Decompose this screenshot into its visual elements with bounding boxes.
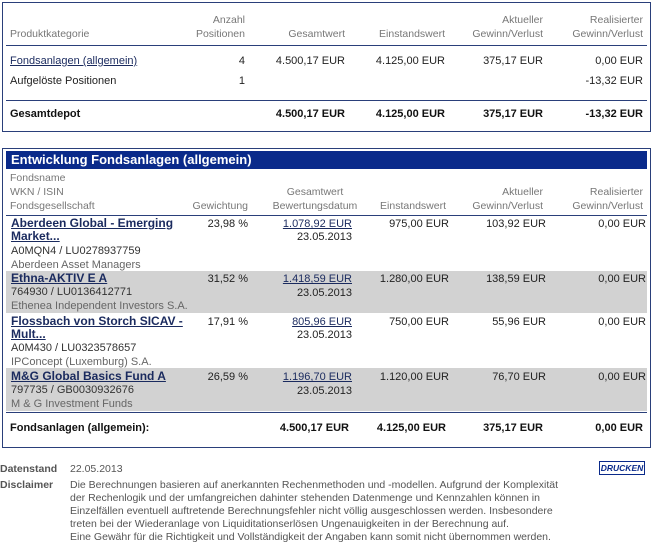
detail-panel: [2, 148, 651, 448]
fund-row: [6, 313, 647, 368]
fund-realisiert: 0,00 EUR: [598, 218, 646, 230]
fund-ids: A0MQN4 / LU0278937759: [11, 245, 141, 257]
detail-total-label: Fondsanlagen (allgemein):: [10, 422, 150, 434]
header-gesamtwert: Gesamtwert: [288, 28, 345, 40]
fund-name-link[interactable]: Ethna-AKTIV E A: [11, 271, 108, 285]
fund-einstandswert: 1.280,00 EUR: [379, 273, 449, 285]
summary-row-fondsanlagen-aktueller: 375,17 EUR: [483, 55, 543, 67]
detail-title: Entwicklung Fondsanlagen (allgemein): [6, 151, 647, 169]
summary-total-realisiert: -13,32 EUR: [585, 108, 643, 120]
fund-gewichtung: 31,52 %: [207, 273, 248, 285]
header-anzahl: Anzahl Positionen: [195, 14, 245, 40]
fund-ids: A0M430 / LU0323578657: [11, 342, 137, 354]
fund-name-link-cont[interactable]: Mult...: [11, 327, 46, 341]
header-detail-realisiert: Realisierter Gewinn/Verlust: [572, 186, 643, 212]
fund-gewichtung: 23,98 %: [207, 218, 248, 230]
summary-panel: [2, 2, 651, 132]
summary-row-aufgeloeste-anzahl: 1: [238, 75, 245, 87]
fund-realisiert: 0,00 EUR: [598, 371, 646, 383]
detail-total-gesamtwert: 4.500,17 EUR: [279, 422, 349, 434]
fund-row: [6, 216, 647, 271]
fund-company: M & G Investment Funds: [11, 398, 133, 410]
summary-row-fondsanlagen-gesamtwert: 4.500,17 EUR: [275, 55, 345, 67]
datenstand-value: 22.05.2013: [70, 463, 123, 475]
print-button[interactable]: DRUCKEN: [600, 463, 644, 473]
fund-einstandswert: 1.120,00 EUR: [379, 371, 449, 383]
summary-total-label: Gesamtdepot: [10, 108, 81, 120]
fund-name-link[interactable]: Flossbach von Storch SICAV -: [11, 314, 183, 328]
fund-gesamtwert-link[interactable]: 1.196,70 EUR: [282, 371, 352, 383]
header-detail-einstandswert: Einstandswert: [380, 200, 446, 212]
fund-company: Ethenea Independent Investors S.A.: [11, 300, 188, 312]
fund-company: Aberdeen Asset Managers: [11, 259, 141, 271]
summary-total-einstandswert: 4.125,00 EUR: [375, 108, 445, 120]
summary-row-fondsanlagen-anzahl: 4: [238, 55, 245, 67]
header-realisierter-gewinn: Realisierter Gewinn/Verlust: [572, 14, 643, 40]
fund-realisiert: 0,00 EUR: [598, 316, 646, 328]
disclaimer-label: Disclaimer: [0, 479, 54, 491]
fund-ids: 797735 / GB0030932676: [11, 384, 134, 396]
fund-datum: 23.05.2013: [296, 385, 352, 397]
header-gewichtung: Gewichtung: [192, 200, 248, 212]
total-divider: [6, 100, 647, 101]
header-detail-aktueller: Aktueller Gewinn/Verlust: [472, 186, 543, 212]
fund-name-link-cont[interactable]: Market...: [11, 229, 60, 243]
fund-row: [6, 271, 647, 313]
fund-einstandswert: 750,00 EUR: [389, 316, 449, 328]
fund-datum: 23.05.2013: [296, 287, 352, 299]
datenstand-label: Datenstand: [0, 463, 58, 475]
fund-gesamtwert-link[interactable]: 805,96 EUR: [292, 316, 352, 328]
fund-aktueller: 138,59 EUR: [486, 273, 546, 285]
detail-total-divider: [6, 412, 647, 413]
fund-company: IPConcept (Luxemburg) S.A.: [11, 356, 152, 368]
header-aktueller-gewinn: Aktueller Gewinn/Verlust: [472, 14, 543, 40]
fund-name-link[interactable]: Aberdeen Global - Emerging: [11, 216, 174, 230]
detail-total-einstandswert: 4.125,00 EUR: [376, 422, 446, 434]
fund-gewichtung: 26,59 %: [207, 371, 248, 383]
fund-aktueller: 103,92 EUR: [486, 218, 546, 230]
fund-name-link[interactable]: M&G Global Basics Fund A: [11, 369, 166, 383]
summary-row-fondsanlagen-link[interactable]: Fondsanlagen (allgemein): [10, 55, 138, 67]
disclaimer-text: Die Berechnungen basieren auf anerkannten Rechenmethoden und -modellen. Aufgrund der Komplexität der Rechenlogik und der umfangreichen dahinter stehenden Datenmenge und Kennzahlen können in Einzelfällen eventuell auftretende Berechnungsfehler nicht völlig ausgeschlossen werden. Insbesondere treten bei der Wiederanlage von Liquiditationserlösen Ungenauigkeiten in der Berechnung auf. Eine Gewähr für die Richtigkeit und Vollständigkeit der Angaben kann somit nicht übernommen werden.: [70, 479, 558, 543]
fund-realisiert: 0,00 EUR: [598, 273, 646, 285]
summary-row-aufgeloeste-name: Aufgelöste Positionen: [10, 75, 117, 87]
fund-aktueller: 76,70 EUR: [492, 371, 546, 383]
fund-gesamtwert-link[interactable]: 1.078,92 EUR: [282, 218, 352, 230]
fund-gesamtwert-link[interactable]: 1.418,59 EUR: [282, 273, 352, 285]
fund-ids: 764930 / LU0136412771: [11, 286, 133, 298]
detail-total-realisiert: 0,00 EUR: [595, 422, 643, 434]
summary-row-fondsanlagen-einstandswert: 4.125,00 EUR: [375, 55, 445, 67]
fund-row: [6, 368, 647, 411]
header-fondsname: Fondsname WKN / ISIN Fondsgesellschaft: [10, 172, 95, 212]
header-produktkategorie: Produktkategorie: [10, 28, 90, 40]
fund-gewichtung: 17,91 %: [207, 316, 248, 328]
header-einstandswert: Einstandswert: [379, 28, 445, 40]
header-gesamtwert-datum: Gesamtwert Bewertungsdatum: [272, 186, 358, 212]
fund-einstandswert: 975,00 EUR: [389, 218, 449, 230]
fund-datum: 23.05.2013: [296, 231, 352, 243]
summary-total-gesamtwert: 4.500,17 EUR: [275, 108, 345, 120]
fund-aktueller: 55,96 EUR: [492, 316, 546, 328]
summary-total-aktueller: 375,17 EUR: [483, 108, 543, 120]
fund-datum: 23.05.2013: [296, 329, 352, 341]
detail-total-aktueller: 375,17 EUR: [483, 422, 543, 434]
summary-row-aufgeloeste-realisiert: -13,32 EUR: [585, 75, 643, 87]
summary-row-fondsanlagen-realisiert: 0,00 EUR: [595, 55, 643, 67]
header-divider: [6, 45, 647, 46]
